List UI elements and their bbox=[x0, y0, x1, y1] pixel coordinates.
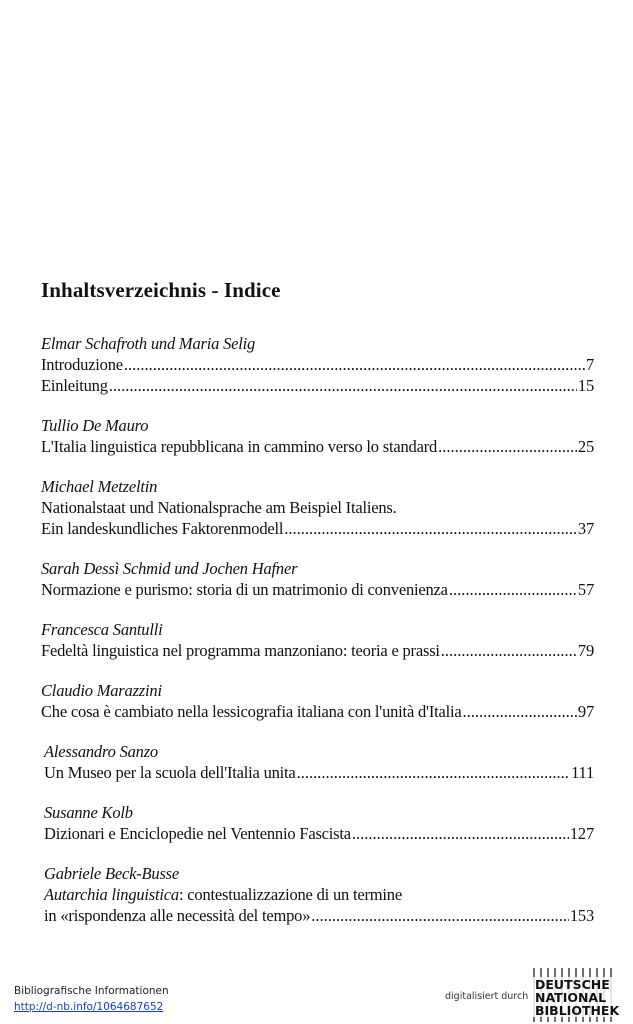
toc-entry bbox=[41, 802, 594, 844]
entry-author: Elmar Schafroth und Maria Selig bbox=[41, 334, 256, 353]
page-number: 127 bbox=[569, 824, 594, 843]
dnb-logo bbox=[533, 968, 623, 1022]
page-number: 111 bbox=[571, 763, 594, 782]
leader-dots bbox=[284, 518, 577, 539]
entry-title: Ein landeskundliches Faktorenmodell bbox=[41, 519, 284, 538]
toc-entry bbox=[41, 863, 594, 926]
entry-author: Sarah Dessì Schmid und Jochen Hafner bbox=[41, 559, 298, 578]
entry-author: Susanne Kolb bbox=[44, 803, 133, 822]
toc-line bbox=[41, 701, 594, 722]
bibliographic-info bbox=[14, 983, 169, 1015]
leader-dots bbox=[124, 354, 585, 375]
entry-title: Che cosa è cambiato nella lessicografia italiana con l'unità d'Italia bbox=[41, 702, 462, 721]
entry-title-first-line bbox=[44, 884, 594, 905]
entry-author: Francesca Santulli bbox=[41, 620, 163, 639]
toc-line bbox=[44, 905, 594, 926]
bibliographic-info-label: Bibliografische Informationen bbox=[14, 985, 169, 997]
entry-title: Normazione e purismo: storia di un matrimonio di convenienza bbox=[41, 580, 448, 599]
toc-line bbox=[41, 436, 594, 457]
toc-entry bbox=[41, 333, 594, 396]
toc-entry bbox=[41, 741, 594, 783]
entry-title: L'Italia linguistica repubblicana in cammino verso lo standard bbox=[41, 437, 438, 456]
leader-dots bbox=[438, 436, 577, 457]
page-number: 79 bbox=[577, 641, 594, 660]
page-number: 7 bbox=[585, 355, 594, 374]
page-number: 37 bbox=[577, 519, 594, 538]
leader-dots bbox=[109, 375, 577, 396]
toc-entry bbox=[41, 415, 594, 457]
entry-title: Introduzione bbox=[41, 355, 123, 374]
entry-title-first-line: Nationalstaat und Nationalsprache am Beispiel Italiens. bbox=[41, 498, 397, 517]
dnb-logo-line: NATIONAL bbox=[535, 990, 607, 1005]
toc-line bbox=[41, 375, 594, 396]
entry-author: Alessandro Sanzo bbox=[44, 742, 158, 761]
page-number: 97 bbox=[577, 702, 594, 721]
toc-entry bbox=[41, 680, 594, 722]
leader-dots bbox=[441, 640, 577, 661]
toc-line bbox=[41, 354, 594, 375]
digitized-by-label: digitalisiert durch bbox=[445, 991, 529, 1002]
leader-dots bbox=[297, 762, 571, 783]
italic-term: Autarchia linguistica bbox=[44, 885, 179, 904]
page-number: 15 bbox=[577, 376, 594, 395]
entry-title: Einleitung bbox=[41, 376, 108, 395]
entry-title-rest: : contestualizzazione di un termine bbox=[178, 885, 402, 904]
leader-dots bbox=[463, 701, 577, 722]
toc-entry bbox=[41, 476, 594, 539]
entry-author: Tullio De Mauro bbox=[41, 416, 149, 435]
table-of-contents bbox=[41, 333, 594, 945]
entry-title: Fedeltà linguistica nel programma manzoniano: teoria e prassi bbox=[41, 641, 440, 660]
page-title: Inhaltsverzeichnis - Indice bbox=[41, 278, 281, 302]
toc-line bbox=[44, 823, 594, 844]
leader-dots bbox=[449, 579, 577, 600]
leader-dots bbox=[311, 905, 569, 926]
bibliographic-info-link[interactable]: http://d-nb.info/1064687652 bbox=[14, 1001, 164, 1013]
dnb-logo-text bbox=[535, 978, 619, 1017]
toc-entry bbox=[41, 619, 594, 661]
toc-entry bbox=[41, 558, 594, 600]
dnb-logo-line: BIBLIOTHEK bbox=[535, 1003, 620, 1018]
leader-dots bbox=[352, 823, 569, 844]
entry-author: Claudio Marazzini bbox=[41, 681, 162, 700]
entry-title: Un Museo per la scuola dell'Italia unita bbox=[44, 763, 296, 782]
toc-line bbox=[41, 640, 594, 661]
toc-line bbox=[41, 579, 594, 600]
entry-title: in «rispondenza alle necessità del tempo» bbox=[44, 906, 311, 925]
page-number: 25 bbox=[577, 437, 594, 456]
entry-title: Dizionari e Enciclopedie nel Ventennio Fascista bbox=[44, 824, 351, 843]
toc-line bbox=[41, 518, 594, 539]
dnb-logo-line: DEUTSCHE bbox=[535, 977, 610, 992]
page-number: 153 bbox=[569, 906, 594, 925]
toc-line bbox=[44, 762, 594, 783]
entry-author: Gabriele Beck-Busse bbox=[44, 864, 180, 883]
page-number: 57 bbox=[577, 580, 594, 599]
entry-author: Michael Metzeltin bbox=[41, 477, 158, 496]
